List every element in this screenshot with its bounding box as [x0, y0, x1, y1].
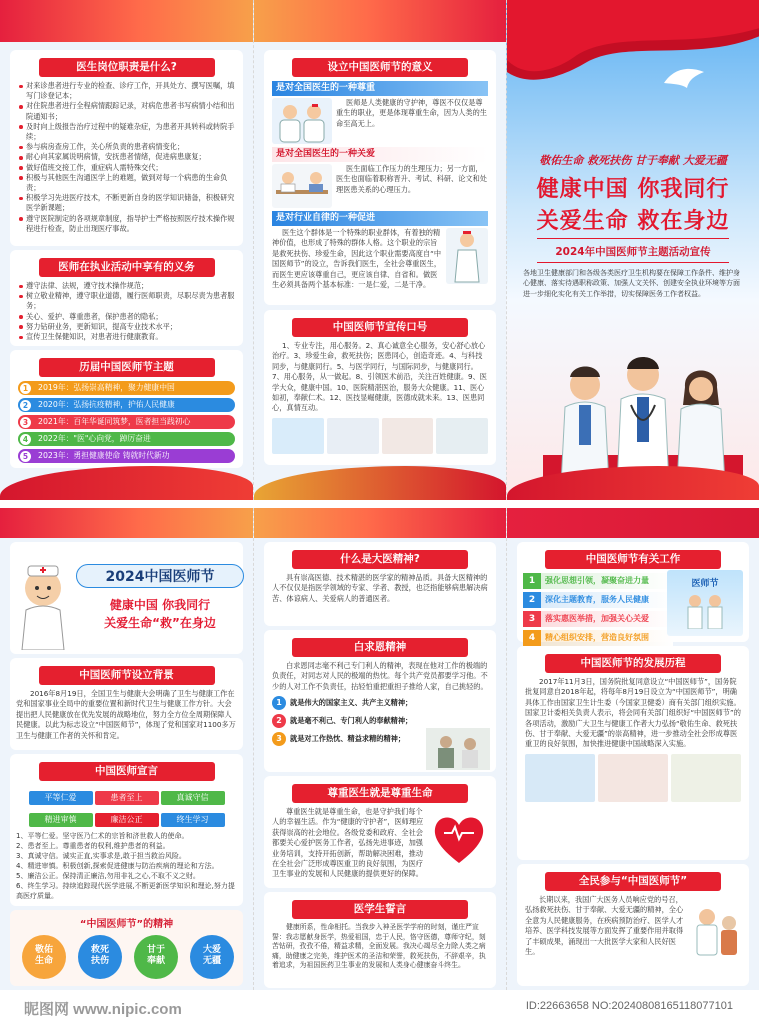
- bethune-item: [272, 695, 432, 711]
- panel-spirit: [253, 508, 506, 990]
- duty-item: 耐心向其家属说明病情，安抚患者情绪，促进病患康复；: [16, 152, 237, 162]
- duties-title: 医生岗位职责是什么?: [39, 58, 215, 77]
- work-number: 3: [523, 611, 541, 627]
- obligation-item: 努力钻研业务，更新知识，提高专业技术水平；: [16, 322, 237, 332]
- festival-line2: 关爱生命“救”在身边: [104, 616, 216, 630]
- theme-text: 2019年：弘扬崇高精神，聚力健康中国: [38, 383, 175, 392]
- brochure-outer-side: [0, 0, 759, 500]
- panel-cover: [506, 0, 759, 500]
- theme-text: 2020年：弘扬抗疫精神，护佑人民健康: [38, 400, 175, 409]
- work-card: [517, 542, 749, 642]
- work-text: 精心组织安排，营造良好氛围: [545, 633, 649, 642]
- panel-festival: [0, 508, 253, 990]
- work-text: 强化思想引领，凝聚奋进力量: [545, 576, 649, 585]
- pledge-card: [264, 892, 496, 988]
- doctors-illustration: [272, 98, 332, 144]
- oath-item: 1、平等仁爱。坚守医乃仁术的宗旨和济世救人的使命。: [16, 832, 189, 840]
- respect-title: 尊重医生就是尊重生命: [292, 784, 468, 803]
- history-photo-3: [671, 754, 741, 802]
- spirit-title: “中国医师节”的精神: [79, 919, 174, 930]
- doctor-photo-1: [272, 418, 324, 454]
- bottom-wave-decoration: [254, 466, 506, 500]
- slogans-card: [264, 310, 496, 465]
- poster-label: 医师节: [691, 579, 719, 589]
- cover-subtitle: 2024年中国医师节主题活动宣传: [555, 246, 711, 258]
- bethune-number: 3: [272, 732, 286, 746]
- top-banner: [254, 0, 506, 42]
- duty-item: 对来诊患者进行专业的检查、诊疗工作，开具处方、撰写医嘱，填写门诊登记本；: [16, 81, 237, 101]
- history-images: [525, 754, 741, 802]
- history-photo-2: [598, 754, 668, 802]
- bethune-text: 就是伟大的国家主义、共产主义精神；: [290, 698, 413, 708]
- respect-card: [264, 776, 496, 888]
- brochure-inner-side: [0, 508, 759, 990]
- themes-list: [14, 381, 239, 463]
- oath-item: 3、真诚守信。诚实正直,实事求是,敢于担当救治风险。: [16, 852, 186, 860]
- spirit-circle: 甘于奉献: [134, 935, 178, 979]
- duty-item: 遵守医院制定的各项规章制度，指导护士严格按照医疗技术操作规程进行检查，防止出现医疗事故。: [16, 214, 237, 234]
- festival-poster: [667, 570, 743, 636]
- great-doctor-card: [264, 542, 496, 626]
- top-banner: [0, 0, 253, 42]
- heart-stethoscope-icon: [430, 807, 488, 869]
- spirit-circles: [16, 933, 237, 983]
- duty-item: 对住院患者进行全程病情跟踪记录，对病危患者书写病情小结和出院通知书；: [16, 101, 237, 121]
- bethune-card: [264, 630, 496, 772]
- duty-item: 积极与其他医生沟通医学上的难题，做到对每一个病患的生命负责；: [16, 173, 237, 193]
- oath-item: 4、精进审慎。积极创新,探索促进健康与防治疾病的理论和方法。: [16, 862, 219, 870]
- slogans-title: 中国医师节宣传口号: [292, 318, 468, 337]
- theme-item: [18, 432, 235, 446]
- top-banner: [0, 508, 253, 538]
- oath-card: [10, 754, 243, 906]
- participation-card: [517, 864, 749, 986]
- significance-card: [264, 50, 496, 305]
- work-number: 1: [523, 573, 541, 589]
- bethune-item: [272, 731, 432, 747]
- work-item: [523, 611, 673, 627]
- doctor-figures-icon: [675, 589, 735, 629]
- red-flag-decoration: [507, 0, 759, 90]
- spirit-circle: 大爱无疆: [190, 935, 234, 979]
- theme-number: 4: [20, 434, 31, 445]
- history-photo-1: [525, 754, 595, 802]
- theme-text: 2021年：百年华诞同筑梦，医者担当践初心: [38, 417, 191, 426]
- participation-text: 长期以来，我国广大医务人员响应党的号召，弘扬救死扶伤、甘于奉献、大爱无疆的精神，全心全意为人民健康服务，在疾病预防治疗、医学人才培养、医学科技发展等方面发挥了重要作用并取得了丰硕成果，涌现出一大批医学大家和人民好医生。: [525, 895, 684, 957]
- doctors-group-illustration: [543, 345, 743, 485]
- work-text: 落实惠医举措，加强关心关爱: [545, 614, 649, 623]
- oath-tags: [16, 785, 237, 829]
- bethune-number: 2: [272, 714, 286, 728]
- history-card: [517, 646, 749, 860]
- oath-item: 6、终生学习。持续追踪现代医学进展,不断更新医学知识和理论,努力提高医疗质量。: [16, 882, 235, 900]
- pledge-text: 健康所系，性命相托。当我步入神圣医学学府的时刻，谨庄严宣誓：我志愿献身医学，热爱祖国，忠于人民，恪守医德，尊师守纪，刻苦钻研，孜孜不倦，精益求精，全面发展。我决心竭尽全力除人类之病痛，助健康之完美，维护医术的圣洁和荣誉，救死扶伤，不辞艰辛，执着追求，为祖国医药卫生事业的发展和人类身心健康奋斗终生。: [272, 923, 486, 970]
- panel-significance: [253, 0, 506, 500]
- doctor-patient-illustration: [691, 895, 741, 969]
- bethune-list: [272, 695, 432, 747]
- oath-tag: 终生学习: [161, 813, 225, 827]
- respect-text: 医师是人类健康的守护神，尊医不仅仅是尊重生的职业，更是体现尊重生命，因为人类的生命至高无上。: [336, 98, 487, 128]
- nurse-illustration: [446, 228, 488, 284]
- promote-text: 医生这个群体是一个特殊的职业群体，有着独的精神价值，也形成了特殊的群体人格。这个职业的宗旨是救死扶伤、珍爱生命，因此这个职业需要高度自“中国医师节”的设立，告诉我们医生，全社会尊重医生，而医生更应该尊重自己，更应该自律、自省和。做医生必须具备两个基本标准：一是仁爱，二是干净。: [272, 228, 442, 290]
- care-text: 医生面临工作压力的生理压力；另一方面，医生也面临着职称晋升、考试、科研、论文和处理医患关系的心理压力。: [336, 164, 487, 194]
- consultation-illustration: [272, 164, 332, 208]
- duty-item: 及时向上级报告治疗过程中的疑难杂症，为患者开具转科或转院手续；: [16, 122, 237, 142]
- bethune-illustration: [426, 728, 490, 770]
- work-number: 2: [523, 592, 541, 608]
- bethune-number: 1: [272, 696, 286, 710]
- duties-list: [16, 81, 237, 234]
- oath-item: 2、患者至上。尊重患者的权利,维护患者的利益。: [16, 842, 170, 850]
- slogans-text: 1、专业专注，用心服务。2、真心诚意全心服务，安心舒心放心治疗。3、珍爱生命，救死扶伤；医患同心，创造奇迹。4、与科技同步，与健康同行。5、与医学同行，与国际同步，与健康同行。7、用心服务，从一做起。8、引领医术前沿，关注百姓健康。9、医学大众，健康中国。10、医院精湛医治，服务大众健康。11、医心如初，奉献仁术。12、医技显崛健康，医德成就未来。13、医患同心，真情互动。: [272, 341, 487, 413]
- obligation-item: 宣传卫生保健知识，对患者进行健康教育。: [16, 332, 237, 342]
- watermark-site: 昵图网 www.nipic.com: [24, 1001, 182, 1018]
- oath-tag: 精进审慎: [29, 813, 93, 827]
- oath-tag: 廉洁公正: [95, 813, 159, 827]
- theme-number: 5: [20, 451, 31, 462]
- theme-number: 1: [20, 383, 31, 394]
- top-banner: [507, 508, 759, 538]
- theme-item: [18, 398, 235, 412]
- respect-subtitle: 是对全国医生的一种尊重: [272, 81, 488, 96]
- cover-motto: 敬佑生命 救死扶伤 甘于奉献 大爱无疆: [539, 154, 727, 167]
- great-doctor-title: 什么是大医精神?: [292, 550, 468, 569]
- doctor-photo-3: [382, 418, 434, 454]
- duty-item: 积极学习先进医疗技术，不断更新自身的医学知识储备，积极研究医学新课题；: [16, 193, 237, 213]
- oath-tag: 平等仁爱: [29, 791, 93, 805]
- pledge-title: 医学生誓言: [292, 900, 468, 919]
- bethune-text: 就是对工作热忱、精益求精的精神；: [290, 734, 406, 744]
- work-number: 4: [523, 630, 541, 646]
- duty-item: 参与病房查房工作，关心所负责的患者病情变化；: [16, 142, 237, 152]
- history-title: 中国医师节的发展历程: [545, 654, 721, 673]
- theme-item: [18, 415, 235, 429]
- spirit-card: [10, 910, 243, 986]
- divider: [537, 238, 729, 239]
- panel-work: [506, 508, 759, 990]
- obligations-card: [10, 250, 243, 346]
- watermark-id: ID:22663658 NO:20240808165118077101: [525, 1000, 733, 1012]
- themes-title: 历届中国医师节主题: [39, 358, 215, 377]
- watermark-footer: [0, 990, 759, 1024]
- dove-icon: [659, 58, 709, 98]
- background-title: 中国医师节设立背景: [39, 666, 215, 685]
- oath-item: 5、廉洁公正。保持清正廉洁,勿用非礼之心,不取不义之财。: [16, 872, 200, 880]
- background-text: 2016年8月19日，全国卫生与健康大会明确了卫生与健康工作在党和国家事业全局中的重要位置和新时代卫生与健康工作方针。大会提出把人民健康放在优先发展的战略地位，努力全方位全周期保障人民健康。以此为标志设立“中国医师节”，体现了党和国家对1100多万卫生与健康工作者的关怀和肯定。: [16, 689, 236, 740]
- slogan-images: [272, 418, 488, 454]
- spirit-circle: 救死扶伤: [78, 935, 122, 979]
- divider: [537, 262, 729, 263]
- top-banner: [254, 508, 506, 538]
- themes-card: [10, 350, 243, 468]
- participation-title: 全民参与“中国医师节”: [545, 872, 721, 891]
- oath-tag: 真诚守信: [161, 791, 225, 805]
- obligation-item: 遵守法律、法规，遵守技术操作规范；: [16, 281, 237, 291]
- bethune-title: 白求恩精神: [292, 638, 468, 657]
- significance-title: 设立中国医师节的意义: [292, 58, 468, 77]
- great-doctor-text: 具有崇高医德、技术精湛的医学家的精神品质。具备大医精神的人不仅仅是指医学领域的专家、学者、教授，也泛指能够病患解决病苦、体谅病人、关爱病人的普通医者。: [272, 573, 488, 603]
- doctor-photo-4: [436, 418, 488, 454]
- work-item: [523, 630, 673, 646]
- obligations-title: 医师在执业活动中享有的义务: [39, 258, 215, 277]
- oath-tag: 患者至上: [95, 791, 159, 805]
- theme-item: [18, 381, 235, 395]
- background-card: [10, 658, 243, 750]
- duty-item: 做好值班交接工作，重症病人需特殊交代；: [16, 163, 237, 173]
- bethune-text: 就是毫不利己、专门利人的奉献精神；: [290, 716, 413, 726]
- oath-list: [16, 831, 237, 901]
- respect-text: 尊重医生就是尊重生命，也是守护我们每个人的幸福生活。作为“健康的守护者”，医师理应获得崇高的社会地位。各级党委和政府、全社会都要关心爱护医务工作者，弘扬先进事迹，加强业务培训，支持开拓创新，帮助解决困难，推动在全社会广泛形成尊医重卫的良好氛围，为医疗卫生事业的发展和人民健康的提供更好的保障。: [272, 807, 424, 879]
- panel-duties: [0, 0, 253, 500]
- cover-title-line2: 关爱生命 救在身边: [536, 209, 730, 234]
- history-text: 2017年11月3日，国务院批复同意设立“中国医师节”，国务院批复同意自2018年起，将每年8月19日设立为“中国医师节”，明确具体工作由国家卫生计生委（今国家卫健委）商有关部门组织实施。国家卫计委相关负责人表示，将会同有关部门组织好“中国医师节”的各项活动，激励广大卫生与健康工作者大力弘扬“敬佑生命、救死扶伤、甘于奉献、大爱无疆”的崇高精神，进一步推动全社会形成尊医重卫的良好氛围，加快推进健康中国战略深入实施。: [525, 677, 741, 749]
- spirit-circle: 敬佑生命: [22, 935, 66, 979]
- care-subtitle: 是对全国医生的一种关爱: [272, 147, 488, 162]
- festival-title: 2024中国医师节: [76, 564, 244, 588]
- bethune-text: 白求恩同志毫不利己专门利人的精神，表现在他对工作的极端的负责任，对同志对人民的极端的热忱。每个共产党员都要学习他。不少的人对工作不负责任，拈轻怕重把重担子推给人家，自己挑轻的。: [272, 661, 488, 691]
- work-item: [523, 592, 673, 608]
- oath-title: 中国医师宣言: [39, 762, 215, 781]
- theme-number: 2: [20, 400, 31, 411]
- duties-card: [10, 50, 243, 246]
- doctor-photo-2: [327, 418, 379, 454]
- cover-intro: 各地卫生健康部门和各级各类医疗卫生机构要在保障工作条件、维护身心健康、落实待遇职称政策、加强人文关怀、创建安全执业环境等方面进一步细化实化有关工作举措，切实保障医务工作者权益。: [523, 269, 740, 298]
- work-item: [523, 573, 673, 589]
- theme-text: 2023年：勇担健康使命 铸就时代新功: [38, 451, 170, 460]
- bethune-item: [272, 713, 432, 729]
- theme-text: 2022年："医"心向党，踔厉奋进: [38, 434, 151, 443]
- work-title: 中国医师节有关工作: [545, 550, 721, 569]
- festival-card: [10, 542, 243, 654]
- obligations-list: [16, 281, 237, 342]
- festival-line1: 健康中国 你我同行: [109, 598, 211, 612]
- bottom-wave-decoration: [0, 466, 253, 500]
- theme-number: 3: [20, 417, 31, 428]
- doctor-cartoon-icon: [14, 558, 72, 650]
- promote-subtitle: 是对行业自律的一种促进: [272, 211, 488, 226]
- obligation-item: 树立敬业精神，遵守职业道德，履行医师职责，尽职尽责为患者服务；: [16, 291, 237, 311]
- work-text: 深化主题教育，服务人民健康: [545, 595, 649, 604]
- theme-item: [18, 449, 235, 463]
- work-list: [523, 573, 673, 646]
- obligation-item: 关心、爱护、尊重患者，保护患者的隐私；: [16, 312, 237, 322]
- cover-title-line1: 健康中国 你我同行: [536, 177, 730, 202]
